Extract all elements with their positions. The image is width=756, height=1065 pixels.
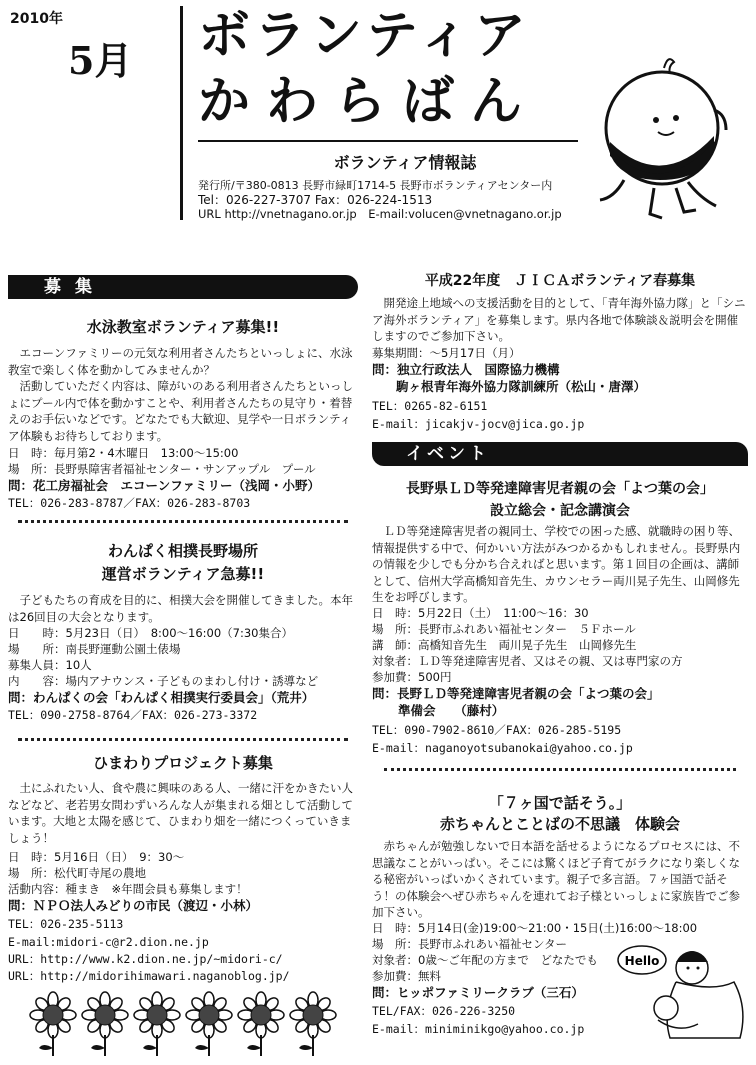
ld-contact-2: 準備会 （藤村） xyxy=(398,703,505,718)
sumo-content: 内 容：場内アナウンス・子どものまわし付け・誘導など xyxy=(8,674,319,688)
ld-email[interactable]: E-mail：naganoyotsubanokai@yahoo.co.jp xyxy=(372,741,633,755)
jica-body: 開発途上地域への支援活動を目的として、「青年海外協力隊」と「シニア海外ボランティア」を募集します。県内各地で体験談＆説明会を開催しますのでご参加下さい。 xyxy=(372,296,746,343)
publisher-url-email: URL http://vnetnagano.or.jp E-mail:volucen@vnetnagano.or.jp xyxy=(198,207,562,221)
ld-lecturer: 講 師：高橋知音先生 両川晃子先生 山岡修先生 xyxy=(372,638,637,652)
himawari-url-2[interactable]: URL：http://midorihimawari.naganoblog.jp/ xyxy=(8,969,290,983)
baby-place: 場 所：長野市ふれあい福祉センター xyxy=(372,937,568,951)
baby-target: 対象者：0歳～ご年配の方まで どなたでも xyxy=(372,953,598,967)
himawari-title: ひまわりプロジェクト募集 xyxy=(93,754,273,772)
publisher-address: 発行所/〒380-0813 長野市緑町1714-5 長野市ボランティアセンター内 xyxy=(198,179,553,192)
title-line2: かわらばん xyxy=(198,72,539,132)
divider-dotted xyxy=(384,768,736,771)
header-divider xyxy=(180,6,183,220)
jica-title: 平成22年度 ＪＩＣＡボランティア春募集 xyxy=(424,273,696,289)
sunflower-icon xyxy=(30,992,76,1056)
jica-email[interactable]: E-mail：jicakjv-jocv@jica.go.jp xyxy=(372,417,585,431)
year-label: 2010年 xyxy=(10,11,63,27)
himawari-url-1[interactable]: URL：http://www.k2.dion.ne.jp/~midori-c/ xyxy=(8,952,283,966)
ld-target: 対象者：ＬＤ等発達障害児者、又はその親、又は専門家の方 xyxy=(372,654,683,668)
swim-contact: 問：花工房福祉会 エコーンファミリー（浅岡・小野） xyxy=(8,478,321,493)
sumo-date: 日 時：5月23日（日） 8:00～16:00（7:30集合） xyxy=(8,626,293,640)
ld-title-1: 長野県ＬＤ等発達障害児者親の会「よつ葉の会」 xyxy=(406,481,714,497)
ld-title-2: 設立総会・記念講演会 xyxy=(490,503,630,519)
baby-fee: 参加費：無料 xyxy=(372,969,441,983)
sunflower-row-decoration xyxy=(28,990,338,1060)
ld-contact-1: 問：長野ＬＤ等発達障害児者親の会「よつ葉の会」 xyxy=(372,686,660,701)
sumo-people: 募集人員：10人 xyxy=(8,658,92,672)
baby-title-2: 赤ちゃんとことばの不思議 体験会 xyxy=(439,815,680,833)
ld-date: 日 時：5月22日（土） 11:00～16：30 xyxy=(372,606,589,620)
swim-place: 場 所：長野県障害者福祉センター・サンアップル プール xyxy=(8,462,316,476)
himawari-place: 場 所：松代町寺尾の農地 xyxy=(8,866,146,880)
month-label: 5月 xyxy=(68,38,133,83)
baby-body: 赤ちゃんが勉強しないで日本語を話せるようになるプロセスには、不思議なことがいっぱい。そこには驚くほど子育てがラクになり楽しくなる秘密がいっぱいかくされています。親子で多言語。７ヶ国語で話そう！の体験会へぜひ赤ちゃんを連れてお子様といっしょに家族皆でご参加下さい。 xyxy=(372,839,740,919)
divider-dotted xyxy=(18,738,348,741)
sumo-place: 場 所：南長野運動公園土俵場 xyxy=(8,642,181,656)
himawari-tel: TEL：026-235-5113 xyxy=(8,917,124,931)
publisher-tel-fax: Tel：026-227-3707 Fax：026-224-1513 xyxy=(198,193,433,207)
baby-contact: 問：ヒッポファミリークラブ（三石） xyxy=(372,985,584,1000)
swim-tel: TEL：026-283-8787／FAX：026-283-8703 xyxy=(8,496,251,510)
jica-period: 募集期間：～5月17日（月） xyxy=(372,346,521,360)
ld-tel: TEL：090-7902-8610／FAX：026-285-5195 xyxy=(372,723,622,737)
swim-title: 水泳教室ボランティア募集!! xyxy=(86,318,280,336)
swim-body: エコーンファミリーの元気な利用者さんたちといっしょに、水泳教室で楽しく体を動かしてみませんか？ 活動していただく内容は、障がいのある利用者さんたちといっしょにプール内で体を動かすことや、利用者さんたちの見守り・着替えのお手伝いなどです。どなたでも大歓迎、見学や一日ボランティア体験もお待ちしております。 xyxy=(8,346,353,443)
ld-place: 場 所：長野市ふれあい福祉センター ５Ｆホール xyxy=(372,622,636,636)
baby-email[interactable]: E-mail：miniminikgo@yahoo.co.jp xyxy=(372,1022,585,1036)
sumo-contact: 問：わんぱくの会「わんぱく相撲実行委員会」（荒井） xyxy=(8,690,315,705)
jica-tel: TEL：0265-82-6151 xyxy=(372,399,488,413)
divider-dotted xyxy=(18,520,348,523)
title-line1: ボランティア xyxy=(198,6,530,66)
sumo-body: 子どもたちの育成を目的に、相撲大会を開催してきました。本年は26回目の大会となります。 xyxy=(8,593,353,624)
sumo-title-2: 運営ボランティア急募!! xyxy=(101,565,265,583)
himawari-activity: 活動内容：種まき ※年間会員も募集します！ xyxy=(8,882,248,896)
swim-date: 日 時：毎月第2・4木曜日 13:00～15:00 xyxy=(8,446,239,460)
himawari-contact: 問：ＮＰＯ法人みどりの市民（渡辺・小林） xyxy=(8,898,259,913)
himawari-email[interactable]: E-mail:midori-c@r2.dion.ne.jp xyxy=(8,935,209,949)
sumo-tel: TEL：090-2758-8764／FAX：026-273-3372 xyxy=(8,708,258,722)
ld-fee: 参加費：500円 xyxy=(372,670,452,684)
mother-baby-illustration xyxy=(614,938,744,1042)
hello-speech-bubble-text: Hello xyxy=(624,954,660,968)
baby-title-1: 「７ヶ国で話そう。」 xyxy=(488,794,632,812)
himawari-body: 土にふれたい人、食や農に興味のある人、一緒に汗をかきたい人などなど、老若男女問わずいろんな人が集まれる畑として活動しています。大地と太陽を感じて、ひまわり畑を一緒につくっていきましょう！ xyxy=(8,781,353,845)
ld-body: ＬＤ等発達障害児者の親同士、学校での困った感、就職時の困り等、情報提供する中で、何かいい方法がみつかるかもしれません。長野県内の情報を少しでも分かち合えればと思います。第１回目の企画は、講師として、信州大学高橋知音先生、カウンセラー両川晃子先生、山岡修先生をお呼びします。 xyxy=(372,524,741,604)
jica-contact-1: 問：独立行政法人 国際協力機構 xyxy=(372,362,560,377)
jica-contact-2: 駒ヶ根青年海外協力隊訓練所（松山・唐澤） xyxy=(396,379,647,394)
subtitle: ボランティア情報誌 xyxy=(333,153,477,172)
himawari-date: 日 時：5月16日（日） 9：30～ xyxy=(8,850,185,864)
title-underline xyxy=(198,140,578,142)
section-header-event: イベント xyxy=(372,442,748,466)
sumo-title-1: わんぱく相撲長野場所 xyxy=(107,542,258,560)
section-header-boshu: 募集 xyxy=(8,275,358,299)
baby-tel: TEL/FAX：026-226-3250 xyxy=(372,1004,516,1018)
mascot-character-illustration xyxy=(584,50,734,225)
baby-date: 日 時：5月14日(金)19:00～21:00・15日(土)16:00～18:00 xyxy=(372,921,698,935)
